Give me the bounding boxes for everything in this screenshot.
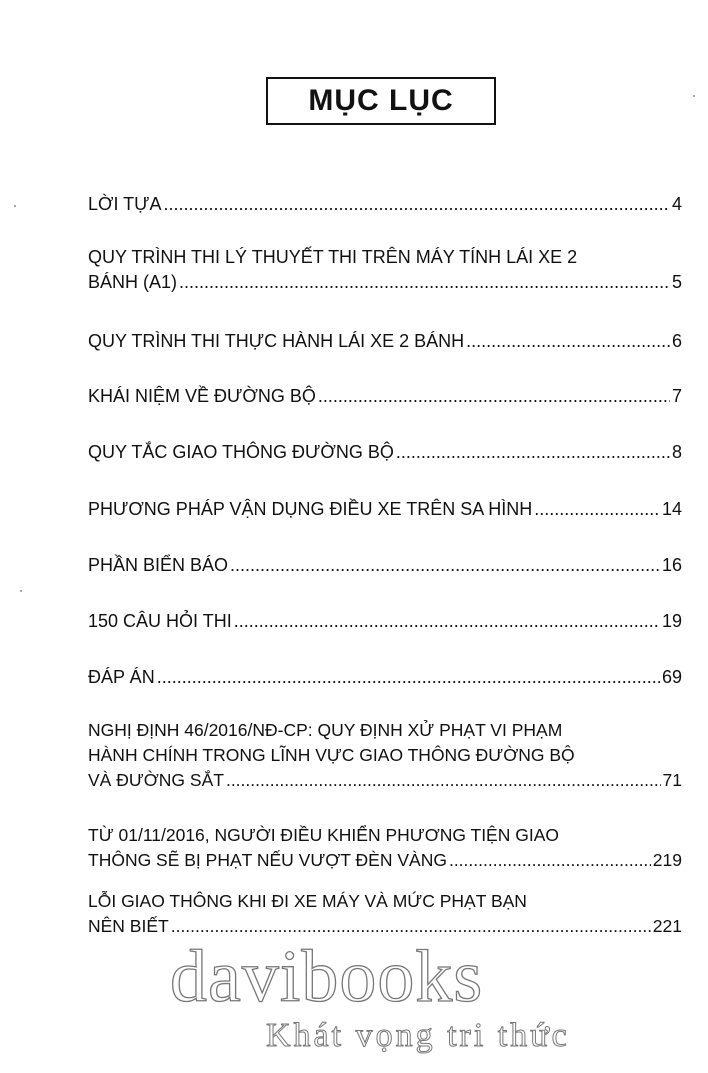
watermark-brand: davibooks bbox=[170, 936, 484, 1018]
toc-page-number: 71 bbox=[662, 770, 682, 790]
toc-page-number: 221 bbox=[652, 916, 682, 936]
toc-entry-last-line bbox=[88, 665, 682, 690]
toc-entry-title-line: NÊN BIẾT bbox=[88, 916, 169, 936]
toc-entry-title-line: QUY TRÌNH THI THỰC HÀNH LÁI XE 2 BÁNH bbox=[88, 331, 465, 351]
dot-leader bbox=[179, 270, 670, 295]
toc-entry-last-line bbox=[88, 497, 682, 522]
dot-leader bbox=[318, 384, 670, 409]
toc-page-number: 19 bbox=[661, 611, 682, 631]
toc-entry-title-line: KHÁI NIỆM VỀ ĐƯỜNG BỘ bbox=[88, 386, 316, 406]
toc-page-number: 6 bbox=[671, 331, 682, 351]
dot-leader bbox=[466, 329, 670, 354]
toc-entry-last-line bbox=[88, 192, 682, 217]
toc-entry-last-line bbox=[88, 440, 682, 465]
toc-page-number: 4 bbox=[671, 194, 682, 214]
dot-leader bbox=[234, 609, 660, 634]
toc-page-number: 16 bbox=[661, 555, 682, 575]
toc-entry-title-line: PHƯƠNG PHÁP VẬN DỤNG ĐIỀU XE TRÊN SA HÌNH bbox=[88, 499, 533, 519]
toc-page-number: 7 bbox=[671, 386, 682, 406]
toc-entry-title-line: NGHỊ ĐỊNH 46/2016/NĐ-CP: QUY ĐỊNH XỬ PHẠT VI PHẠM bbox=[88, 720, 563, 740]
toc-entry-title-line: VÀ ĐƯỜNG SẮT bbox=[88, 770, 224, 790]
toc-entry-title-line: HÀNH CHÍNH TRONG LĨNH VỰC GIAO THÔNG ĐƯỜNG BỘ bbox=[88, 745, 575, 765]
toc-entry-title-line: LỜI TỰA bbox=[88, 194, 162, 214]
toc-entry-title-line: THÔNG SẼ BỊ PHẠT NẾU VƯỢT ĐÈN VÀNG bbox=[88, 850, 447, 870]
toc-title: MỤC LỤC bbox=[308, 84, 454, 117]
dot-leader bbox=[164, 192, 670, 217]
toc-entry-title-line: BÁNH (A1) bbox=[88, 272, 178, 292]
toc-entry bbox=[88, 609, 682, 634]
watermark-logo bbox=[170, 937, 570, 1057]
toc-entry-last-line bbox=[88, 384, 682, 409]
toc-entry bbox=[88, 823, 682, 873]
toc-entry bbox=[88, 665, 682, 690]
toc-entry bbox=[88, 440, 682, 465]
toc-entry-title-line: TỪ 01/11/2016, NGƯỜI ĐIỀU KHIỂN PHƯƠNG TIỆN GIAO bbox=[88, 825, 559, 845]
watermark-tagline: Khát vọng tri thức bbox=[266, 1017, 570, 1054]
toc-entry bbox=[88, 384, 682, 409]
toc-entry bbox=[88, 497, 682, 522]
dot-leader bbox=[449, 848, 651, 873]
toc-entry bbox=[88, 329, 682, 354]
toc-entry-title-line: LỖI GIAO THÔNG KHI ĐI XE MÁY VÀ MỨC PHẠT BẠN bbox=[88, 891, 527, 911]
toc-entry bbox=[88, 889, 682, 939]
toc-title-box bbox=[266, 77, 496, 125]
toc-entry bbox=[88, 245, 682, 295]
toc-page-number: 219 bbox=[652, 850, 682, 870]
paper-speck bbox=[14, 205, 16, 207]
toc-entry-last-line bbox=[88, 270, 682, 295]
toc-entry-last-line bbox=[88, 848, 682, 873]
dot-leader bbox=[230, 553, 660, 578]
toc-page-number: 8 bbox=[671, 442, 682, 462]
toc-entry-title-line: QUY TRÌNH THI LÝ THUYẾT THI TRÊN MÁY TÍNH LÁI XE 2 bbox=[88, 247, 578, 267]
toc-entry-title-line: 150 CÂU HỎI THI bbox=[88, 611, 232, 631]
toc-entry bbox=[88, 718, 682, 793]
dot-leader bbox=[226, 768, 661, 793]
toc-entry bbox=[88, 553, 682, 578]
dot-leader bbox=[534, 497, 660, 522]
toc-entry-title-line: ĐÁP ÁN bbox=[88, 667, 155, 687]
toc-page-number: 5 bbox=[671, 272, 682, 292]
toc-entry-last-line bbox=[88, 329, 682, 354]
toc-page-number: 69 bbox=[661, 667, 682, 687]
toc-entry-last-line bbox=[88, 553, 682, 578]
toc-entry-title-line: PHẦN BIỂN BÁO bbox=[88, 555, 229, 575]
toc-entry-last-line bbox=[88, 768, 682, 793]
paper-speck bbox=[693, 95, 695, 97]
toc-page-number: 14 bbox=[661, 499, 682, 519]
paper-speck bbox=[20, 590, 22, 592]
toc-entry-title-line: QUY TẮC GIAO THÔNG ĐƯỜNG BỘ bbox=[88, 442, 394, 462]
dot-leader bbox=[157, 665, 660, 690]
toc-entry-last-line bbox=[88, 609, 682, 634]
dot-leader bbox=[396, 440, 670, 465]
toc-entry bbox=[88, 192, 682, 217]
